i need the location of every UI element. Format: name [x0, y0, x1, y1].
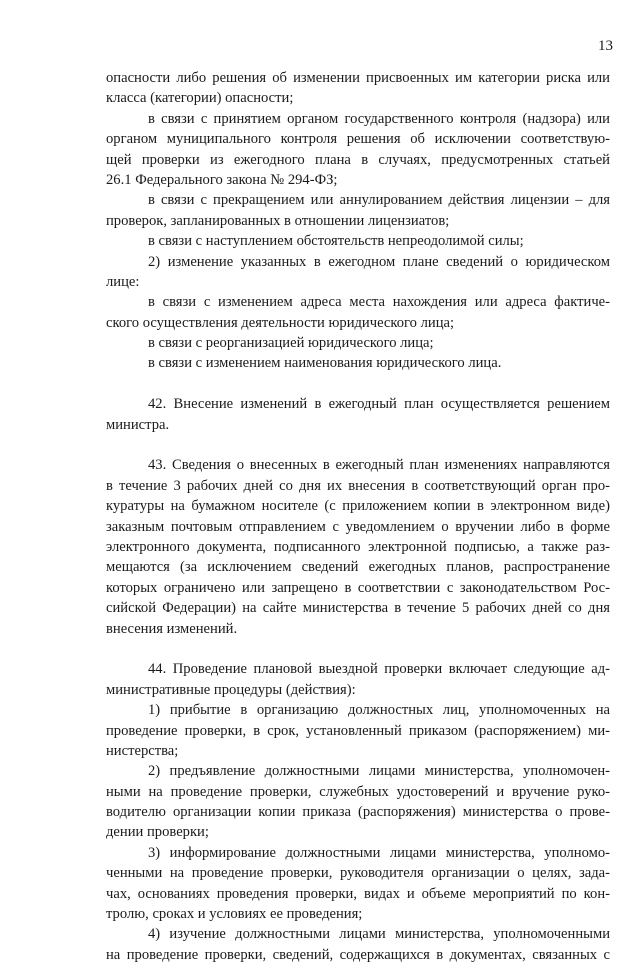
paragraph: [106, 109, 610, 191]
text-line: 26.1 Федерального закона № 294-ФЗ;: [106, 171, 338, 188]
text-line: 44. Проведение плановой выездной проверки включает следующие ад-: [148, 661, 610, 678]
text-line: 1) прибытие в организацию должностных лиц, уполномоченных на: [148, 702, 610, 719]
text-line: внесения изменений.: [106, 620, 238, 637]
text-line: в связи с прекращением или аннулированием действия лицензии – для: [148, 192, 610, 209]
text-line: которых ограничено или запрещено в соответствии с законодательством Рос-: [106, 579, 610, 596]
paragraph: [106, 231, 610, 251]
paragraph: [106, 333, 610, 353]
text-line: на проведение проверки, сведений, содержащихся в документах, связанных с: [106, 946, 610, 963]
document-body: [106, 68, 610, 965]
paragraph-gap: [106, 435, 610, 455]
paragraph: [106, 394, 610, 435]
paragraph: [106, 843, 610, 925]
text-line: органом муниципального контроля решения об исключении соответствую-: [106, 131, 610, 148]
paragraph: [106, 68, 610, 109]
paragraph: [106, 455, 610, 639]
text-line: тролю, сроках и условиях ее проведения;: [106, 906, 363, 923]
text-line: 42. Внесение изменений в ежегодный план осуществляется решением: [148, 396, 610, 413]
text-line: 4) изучение должностными лицами министерства, уполномоченными: [148, 926, 610, 943]
text-line: в связи с принятием органом государственного контроля (надзора) или: [148, 110, 610, 127]
text-line: электронного документа, подписанного электронной подписью, а также раз-: [106, 538, 610, 555]
text-line: проведение проверки, в срок, установленный приказом (распоряжением) ми-: [106, 722, 610, 739]
text-line: лице:: [106, 273, 140, 290]
text-line: 2) предъявление должностными лицами министерства, уполномочен-: [148, 763, 610, 780]
text-line: ными на проведение проверки, служебных удостоверений и вручение руко-: [106, 783, 610, 800]
page-number: 13: [598, 38, 613, 54]
text-line: министра.: [106, 416, 170, 433]
text-line: 43. Сведения о внесенных в ежегодный план изменениях направляются: [148, 457, 610, 474]
paragraph: [106, 353, 610, 373]
paragraph-gap: [106, 374, 610, 394]
text-line: дении проверки;: [106, 824, 209, 841]
text-line: в связи с реорганизацией юридического лица;: [148, 335, 434, 352]
text-line: в связи с изменением адреса места нахождения или адреса фактиче-: [148, 294, 610, 311]
text-line: щей проверки из ежегодного плана в случаях, предусмотренных статьей: [106, 151, 610, 168]
paragraph: [106, 190, 610, 231]
text-line: в течение 3 рабочих дней со дня их внесения в соответствующий орган про-: [106, 477, 610, 494]
paragraph: [106, 700, 610, 761]
text-line: сийской Федерации) на сайте министерства в течение 5 рабочих дней со дня: [106, 600, 610, 617]
text-line: нистерства;: [106, 742, 179, 759]
text-line: в связи с наступлением обстоятельств непреодолимой силы;: [148, 233, 524, 250]
text-line: мещаются (за исключением сведений ежегодных планов, распространение: [106, 559, 610, 576]
text-line: 3) информирование должностными лицами министерства, уполномо-: [148, 844, 610, 861]
text-line: куратуры на бумажном носителе (с приложением копии в электронном виде): [106, 498, 610, 515]
text-line: в связи с изменением наименования юридического лица.: [148, 355, 502, 372]
paragraph: [106, 659, 610, 700]
paragraph-gap: [106, 639, 610, 659]
text-line: водителю организации копии приказа (распоряжения) министерства о прове-: [106, 804, 610, 821]
text-line: опасности либо решения об изменении присвоенных им категории риска или: [106, 70, 610, 86]
paragraph: [106, 252, 610, 293]
text-line: класса (категории) опасности;: [106, 90, 294, 107]
text-line: ченными на проведение проверки, руководителя организации о целях, зада-: [106, 865, 610, 882]
paragraph: [106, 924, 610, 965]
text-line: ского осуществления деятельности юридического лица;: [106, 314, 455, 331]
paragraph: [106, 292, 610, 333]
text-line: чах, основаниях проведения проверки, видах и объеме мероприятий по кон-: [106, 885, 610, 902]
text-line: заказным почтовым отправлением с уведомлением о вручении либо в форме: [106, 518, 610, 535]
text-line: министративные процедуры (действия):: [106, 681, 356, 698]
paragraph: [106, 761, 610, 843]
text-line: проверок, запланированных в отношении лицензиатов;: [106, 212, 450, 229]
text-line: 2) изменение указанных в ежегодном плане сведений о юридическом: [148, 253, 610, 270]
